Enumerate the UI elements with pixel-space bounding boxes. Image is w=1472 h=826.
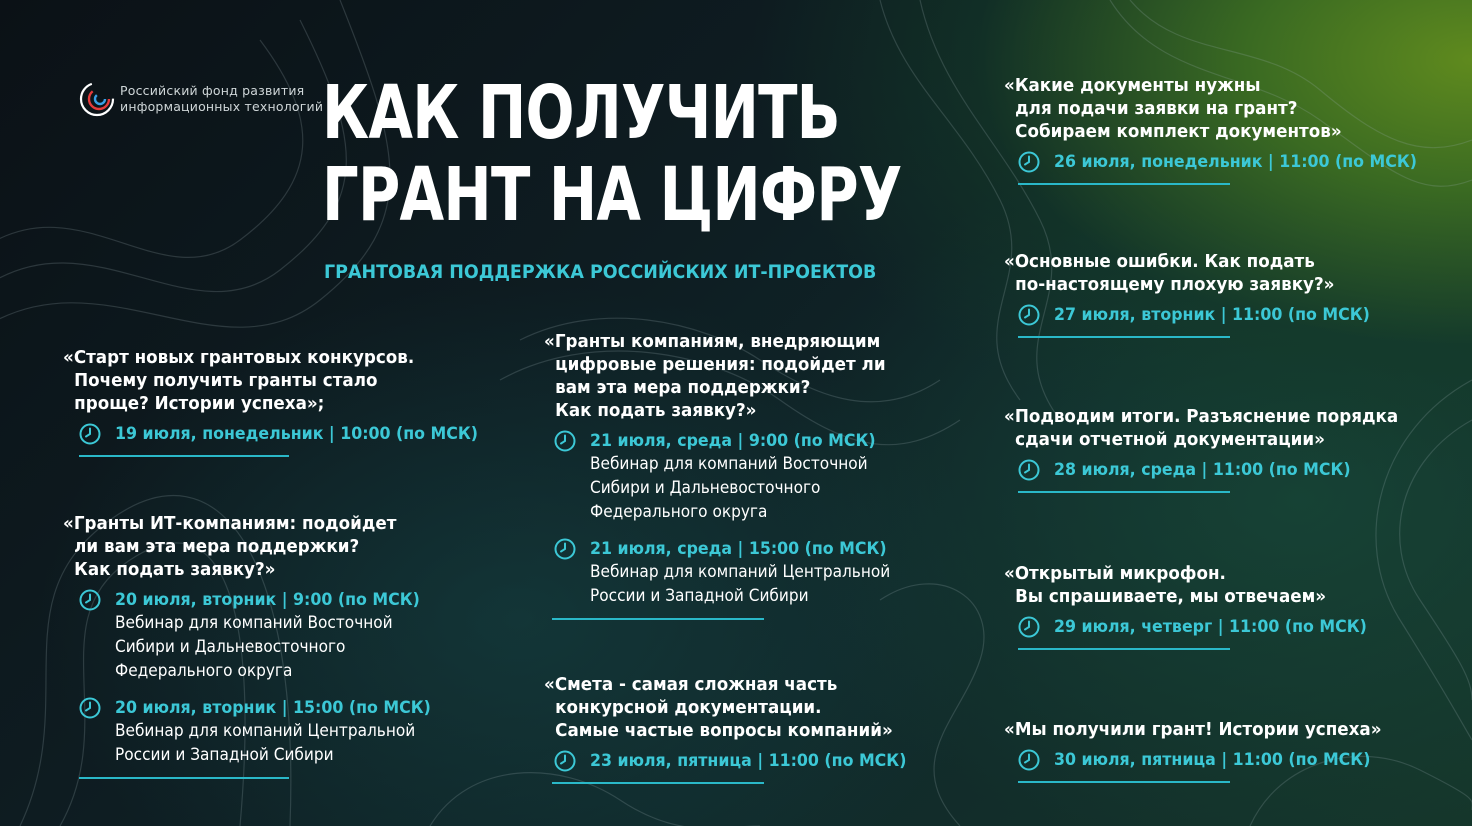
event-divider [552, 782, 764, 784]
session-description-line: Вебинар для компаний Центральной [590, 562, 891, 581]
clock-icon [1018, 304, 1040, 326]
clock-icon [79, 423, 101, 445]
event-title-line: для подачи заявки на грант? [1015, 98, 1298, 119]
event-title-line: «Старт новых грантовых конкурсов. [63, 347, 415, 368]
event-title-line: Как подать заявку?» [555, 400, 757, 421]
session-datetime: 19 июля, понедельник | 10:00 (по МСК) [115, 424, 479, 444]
clock-icon [554, 430, 576, 452]
event-title [1004, 250, 1335, 296]
event-title [1004, 405, 1399, 451]
clock-icon [1018, 459, 1040, 481]
event-card [544, 330, 891, 620]
event-title-line: ли вам эта мера поддержки? [74, 536, 360, 557]
clock-icon [79, 589, 101, 611]
event-card [1004, 74, 1418, 185]
event-card [1004, 250, 1370, 338]
session-description [115, 719, 431, 767]
event-title-line: «Гранты ИТ-компаниям: подойдет [63, 513, 397, 534]
event-session [1004, 616, 1367, 638]
session-datetime: 30 июля, пятница | 11:00 (по МСК) [1054, 750, 1371, 770]
event-title-line: «Гранты компаниям, внедряющим [544, 331, 881, 352]
event-divider [552, 618, 764, 620]
event-title-line: сдачи отчетной документации» [1015, 429, 1325, 450]
session-datetime: 20 июля, вторник | 9:00 (по МСК) [115, 590, 420, 610]
event-title-line: «Подводим итоги. Разъяснение порядка [1004, 406, 1399, 427]
event-divider [1018, 183, 1230, 185]
session-description-line: России и Западной Сибири [115, 745, 334, 764]
event-title-line: Как подать заявку?» [74, 559, 276, 580]
clock-icon [1018, 749, 1040, 771]
event-session [63, 697, 431, 767]
event-card [63, 512, 431, 779]
session-description [590, 560, 890, 608]
event-session [544, 538, 891, 608]
session-description-line: России и Западной Сибири [590, 586, 809, 605]
session-description-line: Федерального округа [590, 502, 768, 521]
event-session [1004, 749, 1371, 771]
page-title [322, 72, 902, 236]
session-datetime: 29 июля, четверг | 11:00 (по МСК) [1054, 617, 1367, 637]
event-title [1004, 562, 1327, 608]
session-datetime: 21 июля, среда | 15:00 (по МСК) [590, 539, 887, 559]
event-title [544, 330, 886, 422]
clock-icon [79, 697, 101, 719]
event-session [544, 430, 876, 524]
event-divider [1018, 491, 1230, 493]
event-title [544, 673, 893, 742]
session-datetime: 28 июля, среда | 11:00 (по МСК) [1054, 460, 1351, 480]
event-title-line: цифровые решения: подойдет ли [555, 354, 886, 375]
session-datetime: 23 июля, пятница | 11:00 (по МСК) [590, 751, 907, 771]
organization-name [120, 83, 323, 115]
event-title-line: «Какие документы нужны [1004, 75, 1261, 96]
session-datetime: 26 июля, понедельник | 11:00 (по МСК) [1054, 152, 1418, 172]
event-title-line: Почему получить гранты стало [74, 370, 378, 391]
event-title-line: по-настоящему плохую заявку?» [1015, 274, 1335, 295]
session-description [590, 452, 876, 524]
event-title [63, 346, 415, 415]
event-divider [79, 777, 289, 779]
event-title [1004, 718, 1382, 741]
event-card [544, 673, 907, 784]
session-description-line: Федерального округа [115, 661, 293, 680]
event-title-line: конкурсной документации. [555, 697, 822, 718]
event-divider [79, 455, 289, 457]
organization-logo [78, 72, 323, 126]
session-datetime: 21 июля, среда | 9:00 (по МСК) [590, 431, 876, 451]
clock-icon [554, 750, 576, 772]
page-subtitle: ГРАНТОВАЯ ПОДДЕРЖКА РОССИЙСКИХ ИТ-ПРОЕКТОВ [324, 261, 877, 283]
event-divider [1018, 648, 1230, 650]
title-line2: ГРАНТ НА ЦИФРУ [322, 152, 902, 238]
event-session [63, 423, 479, 445]
event-divider [1018, 781, 1230, 783]
event-title-line: проще? Истории успеха»; [74, 393, 325, 414]
clock-icon [1018, 616, 1040, 638]
session-description [115, 611, 420, 683]
rfrit-logo-icon [78, 72, 116, 126]
session-description-line: Вебинар для компаний Восточной [590, 454, 868, 473]
clock-icon [1018, 151, 1040, 173]
event-session [544, 750, 907, 772]
organization-name-line1: Российский фонд развития [120, 83, 305, 98]
session-datetime: 20 июля, вторник | 15:00 (по МСК) [115, 698, 431, 718]
event-title [63, 512, 397, 581]
event-card [1004, 562, 1367, 650]
event-title-line: «Мы получили грант! Истории успеха» [1004, 719, 1382, 740]
session-description-line: Сибири и Дальневосточного [590, 478, 821, 497]
event-title-line: «Основные ошибки. Как подать [1004, 251, 1315, 272]
event-divider [1018, 336, 1230, 338]
event-card [63, 346, 479, 457]
event-title-line: «Открытый микрофон. [1004, 563, 1226, 584]
organization-name-line2: информационных технологий [120, 99, 324, 114]
event-session [1004, 459, 1351, 481]
title-line1: КАК ПОЛУЧИТЬ [322, 70, 840, 156]
session-datetime: 27 июля, вторник | 11:00 (по МСК) [1054, 305, 1370, 325]
session-description-line: Сибири и Дальневосточного [115, 637, 346, 656]
session-description-line: Вебинар для компаний Восточной [115, 613, 393, 632]
session-description-line: Вебинар для компаний Центральной [115, 721, 416, 740]
event-session [63, 589, 420, 683]
event-title-line: Вы спрашиваете, мы отвечаем» [1015, 586, 1327, 607]
event-card [1004, 718, 1382, 783]
event-session [1004, 151, 1418, 173]
event-card [1004, 405, 1399, 493]
event-title-line: Самые частые вопросы компаний» [555, 720, 893, 741]
event-session [1004, 304, 1370, 326]
event-title-line: «Смета - самая сложная часть [544, 674, 838, 695]
event-title-line: Собираем комплект документов» [1015, 121, 1342, 142]
clock-icon [554, 538, 576, 560]
event-title [1004, 74, 1342, 143]
event-title-line: вам эта мера поддержки? [555, 377, 811, 398]
